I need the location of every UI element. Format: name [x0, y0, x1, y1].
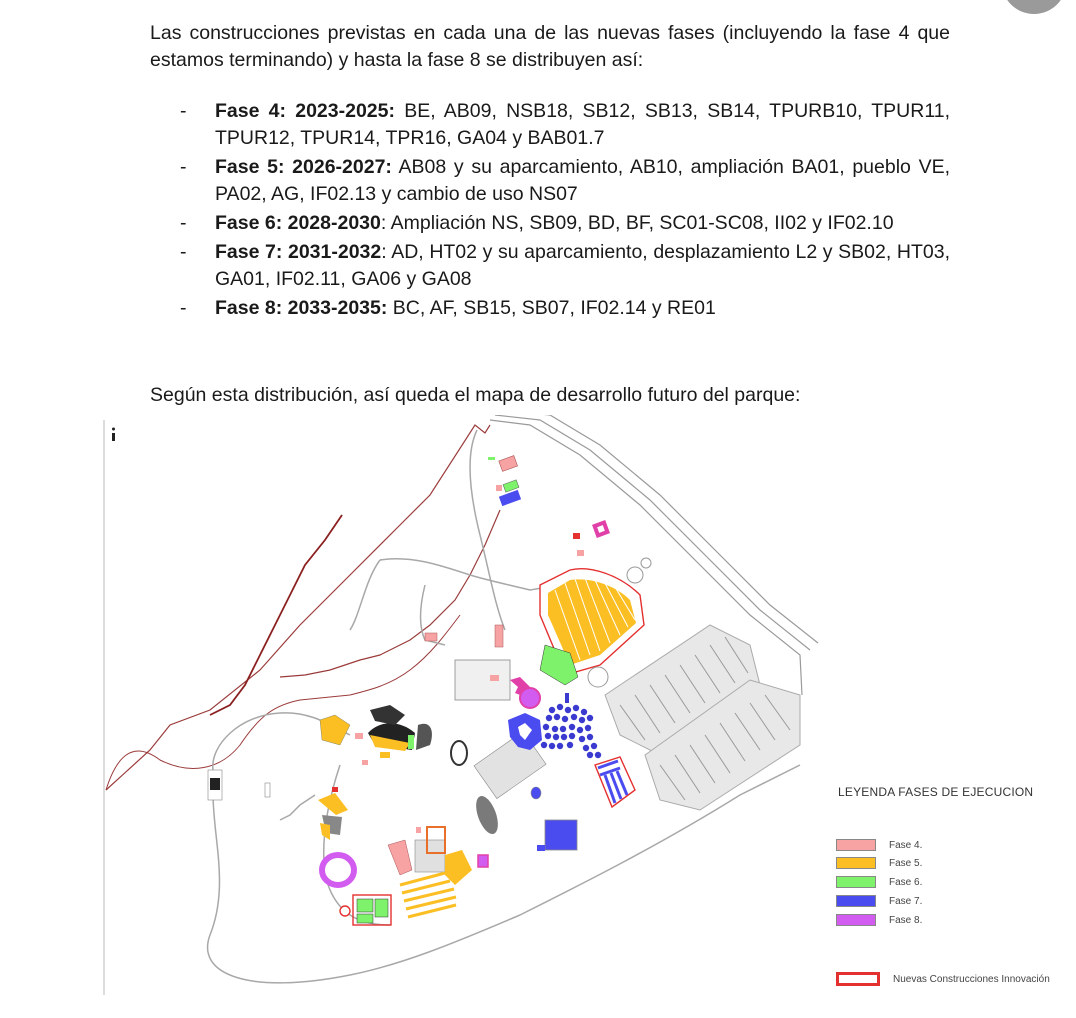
building-fase8 — [478, 855, 488, 867]
building-fase4 — [362, 760, 368, 765]
building-fase4 — [496, 485, 502, 491]
phase-item-8 — [180, 295, 950, 322]
building-fase4 — [425, 633, 437, 641]
building-fase7-ht02 — [545, 820, 577, 850]
building-fase6 — [488, 457, 495, 460]
blue-trees-fase7 — [541, 704, 601, 758]
phase-separator: : — [380, 212, 391, 234]
outro-paragraph: Según esta distribución, así queda el mapa de desarrollo futuro del parque: — [150, 384, 801, 406]
phase-items: AB08 y su aparcamiento, AB10, ampliación BA01, pueblo VE, PA02, AG, IF02.13 y cambio de uso NS07 — [215, 156, 951, 205]
sports-field-fase6 — [357, 914, 373, 923]
building-fase7 — [499, 490, 521, 506]
legend-label: Fase 8. — [889, 914, 923, 926]
building-fase4 — [573, 533, 580, 539]
building-fase4 — [499, 456, 518, 472]
ridge-line — [210, 515, 342, 715]
phase-item-6 — [180, 210, 950, 237]
list-dash: - — [180, 212, 187, 234]
list-dash: - — [180, 241, 187, 263]
legend-item-innovation — [836, 971, 1050, 987]
legend-label: Nuevas Construcciones Innovación — [893, 973, 1050, 985]
list-dash: - — [180, 100, 187, 122]
roundabout — [588, 667, 608, 687]
phase-items: BC, AF, SB15, SB07, IF02.14 y RE01 — [392, 297, 716, 319]
swatch-fase5 — [836, 857, 876, 869]
parking-rows-fase5 — [400, 873, 456, 917]
building-fase4 — [495, 625, 503, 647]
legend-item-fase7 — [836, 893, 922, 909]
building-fase4 — [355, 733, 363, 739]
stadium-fase8 — [322, 855, 354, 885]
building-fase4 — [577, 550, 584, 556]
corner-avatar-blob — [1002, 0, 1066, 14]
phase-list — [180, 98, 950, 324]
phase-items: AD, HT02 y su aparcamiento, desplazamiento L2 y SB02, HT03, GA01, IF02.11, GA06 y GA08 — [215, 241, 950, 290]
innovation-mark — [332, 787, 338, 792]
phase-items: BE, AB09, NSB18, SB12, SB13, SB14, TPURB10, TPUR11, TPUR12, TPUR14, TPR16, GA04 y BAB01.7 — [215, 100, 950, 149]
phase-label: Fase 4: 2023-2025: — [215, 100, 395, 122]
swatch-fase7 — [836, 895, 876, 907]
legend-label: Fase 7. — [889, 895, 923, 907]
sports-field-fase6 — [375, 899, 388, 917]
building-fase5-ag — [320, 715, 350, 745]
phase-separator — [392, 156, 399, 178]
roundabout — [627, 567, 643, 583]
swatch-fase4 — [836, 839, 876, 851]
phase-label: Fase 8: 2033-2035: — [215, 297, 388, 319]
building-fase5 — [380, 752, 390, 758]
legend-label: Fase 5. — [889, 857, 923, 869]
sports-field-fase6 — [357, 899, 373, 912]
phase-separator: : — [381, 241, 392, 263]
phase-item-4 — [180, 98, 950, 152]
intro-paragraph: Las construcciones previstas en cada una de las nuevas fases (incluyendo la fase 4 que estamos terminando) y hasta la fase 8 se distribuyen así: — [150, 22, 950, 71]
building-fase4 — [490, 675, 499, 681]
legend-label: Fase 6. — [889, 876, 923, 888]
building-fase6 — [408, 735, 414, 749]
building-fase8-round — [520, 688, 540, 708]
swatch-innovation — [836, 972, 880, 986]
phase-label: Fase 5: 2026-2027: — [215, 156, 392, 178]
phase-item-7 — [180, 239, 950, 293]
highway — [490, 415, 818, 695]
north-arrow-icon — [112, 428, 115, 442]
park-development-map — [100, 415, 820, 1000]
legend-item-fase8 — [836, 912, 922, 928]
legend-item-fase6 — [836, 874, 922, 890]
legend-item-fase5 — [836, 855, 922, 871]
sw-buildings — [318, 787, 421, 840]
phase-items: Ampliación NS, SB09, BD, BF, SC01-SC08, II02 y IF02.10 — [390, 212, 894, 234]
legend-item-fase4 — [836, 837, 922, 853]
phase-separator — [395, 100, 404, 122]
phase-label: Fase 7: 2031-2032 — [215, 241, 382, 263]
legend-title: LEYENDA FASES DE EJECUCION — [838, 785, 1034, 799]
legend-label: Fase 4. — [889, 839, 923, 851]
building-fase4 — [388, 840, 412, 875]
list-dash: - — [180, 297, 187, 319]
phase-item-5 — [180, 154, 950, 208]
swatch-fase8 — [836, 914, 876, 926]
park-boundary — [106, 425, 490, 790]
phase-label: Fase 6: 2028-2030 — [215, 212, 381, 234]
pond-fase7 — [531, 787, 541, 799]
building-fase5 — [318, 793, 348, 815]
swatch-fase6 — [836, 876, 876, 888]
list-dash: - — [180, 156, 187, 178]
